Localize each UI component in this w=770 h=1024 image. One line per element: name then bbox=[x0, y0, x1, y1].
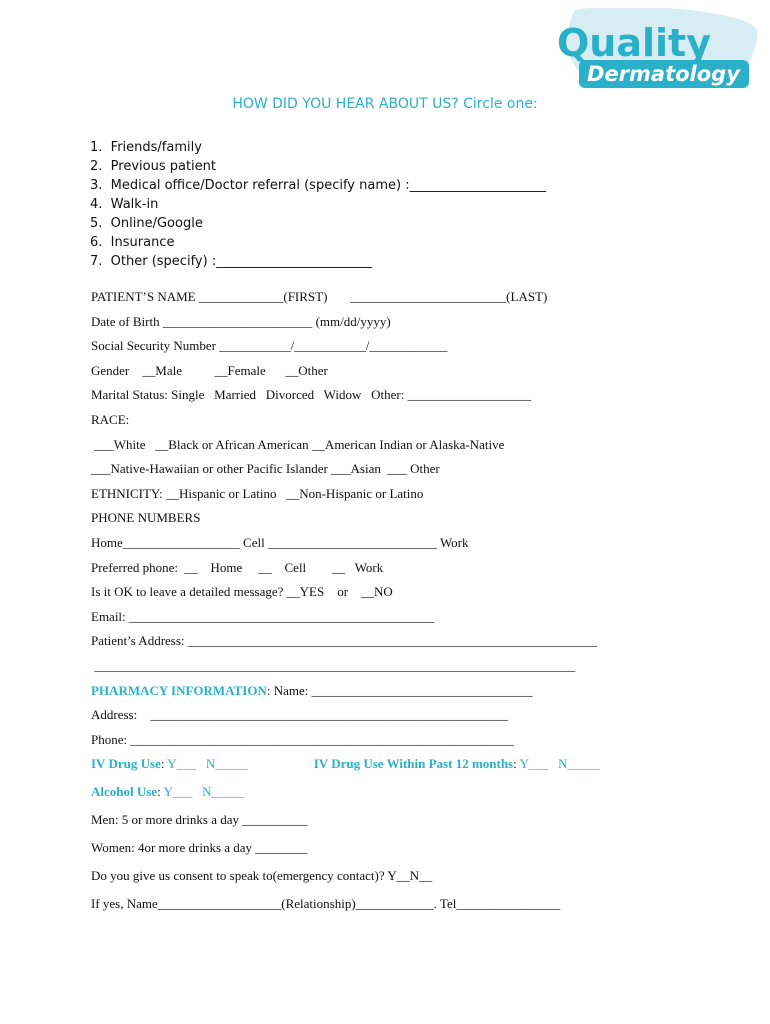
men-drinks-field[interactable]: Men: 5 or more drinks a day __________ bbox=[91, 812, 308, 828]
iv12-colon: : bbox=[513, 756, 520, 772]
race-label: RACE: bbox=[91, 411, 130, 427]
option-item[interactable]: 7. Other (specify) :________________________ bbox=[90, 254, 373, 269]
referral-heading: HOW DID YOU HEAR ABOUT US? Circle one: bbox=[232, 96, 538, 112]
dob-field[interactable]: Date of Birth _______________________ (mm/dd/yyyy) bbox=[91, 313, 391, 329]
alcohol-colon: : bbox=[157, 784, 164, 800]
iv-drug-label: IV Drug Use bbox=[91, 756, 161, 772]
patient-name-field[interactable]: PATIENT’S NAME _____________(FIRST) ________________________(LAST) bbox=[91, 289, 548, 304]
alcohol-yes-option[interactable]: Y___ bbox=[163, 784, 193, 800]
option-item[interactable]: 6. Insurance bbox=[90, 235, 175, 250]
iv-colon: : bbox=[160, 756, 168, 772]
option-item[interactable]: 4. Walk-in bbox=[90, 197, 159, 212]
iv12-no-option[interactable]: N_____ bbox=[548, 756, 601, 772]
race-options-1[interactable]: ___White __Black or African American __American Indian or Alaska-Native bbox=[91, 436, 505, 452]
address-field-line1[interactable]: Patient’s Address: _______________________________________________________________ bbox=[91, 633, 598, 649]
iv-yes-option[interactable]: Y___ bbox=[167, 756, 197, 772]
pharmacy-name-field[interactable] bbox=[91, 681, 751, 706]
marital-status-field[interactable]: Marital Status: Single Married Divorced Widow Other: ___________________ bbox=[91, 387, 532, 403]
alcohol-label: Alcohol Use bbox=[91, 784, 158, 800]
phone-numbers-field[interactable]: Home__________________ Cell __________________________ Work bbox=[91, 534, 469, 550]
consent-field[interactable]: Do you give us consent to speak to(emergency contact)? Y__N__ bbox=[91, 868, 433, 884]
iv-12-months-label: IV Drug Use Within Past 12 months bbox=[313, 756, 514, 772]
quality-dermatology-logo bbox=[545, 8, 760, 98]
pharmacy-label: PHARMACY INFORMATION bbox=[91, 682, 267, 698]
logo-word-dermatology: Dermatology bbox=[587, 62, 740, 86]
option-item[interactable]: 5. Online/Google bbox=[90, 216, 203, 231]
ethnicity-field[interactable]: ETHNICITY: __Hispanic or Latino __Non-Hispanic or Latino bbox=[91, 485, 424, 501]
women-drinks-field[interactable]: Women: 4or more drinks a day ________ bbox=[91, 840, 308, 856]
phone-numbers-label: PHONE NUMBERS bbox=[91, 510, 201, 526]
gender-field[interactable]: Gender __Male __Female __Other bbox=[91, 362, 328, 378]
iv-drug-row bbox=[91, 754, 751, 782]
race-options-2[interactable]: ___Native-Hawaiian or other Pacific Islander ___Asian ___ Other bbox=[91, 461, 440, 477]
option-item[interactable]: 3. Medical office/Doctor referral (specify name) :_____________________ bbox=[90, 178, 547, 193]
alcohol-no-option[interactable]: N_____ bbox=[192, 784, 245, 800]
iv12-yes-option[interactable]: Y___ bbox=[519, 756, 549, 772]
preferred-phone-field[interactable]: Preferred phone: __ Home __ Cell __ Work bbox=[91, 559, 384, 575]
pharmacy-name-blank[interactable]: : Name: __________________________________ bbox=[266, 682, 533, 698]
leave-message-field[interactable]: Is it OK to leave a detailed message? __YES or __NO bbox=[91, 584, 393, 600]
pharmacy-phone-field[interactable]: Phone: ___________________________________________________________ bbox=[91, 731, 514, 747]
pharmacy-address-field[interactable]: Address: _______________________________________________________ bbox=[91, 707, 508, 723]
email-field[interactable]: Email: _______________________________________________ bbox=[91, 608, 435, 624]
patient-form bbox=[91, 287, 751, 922]
iv-no-option[interactable]: N_____ bbox=[196, 756, 248, 772]
address-field-line2[interactable]: __________________________________________________________________________ bbox=[91, 657, 576, 673]
logo-word-quality: Quality bbox=[557, 21, 711, 65]
option-item[interactable]: 1. Friends/family bbox=[90, 140, 202, 155]
option-item[interactable]: 2. Previous patient bbox=[90, 159, 217, 174]
logo-graphic bbox=[545, 8, 760, 98]
ssn-field[interactable]: Social Security Number ___________/___________/____________ bbox=[91, 338, 448, 354]
referral-options-list bbox=[90, 138, 546, 271]
emergency-contact-field[interactable]: If yes, Name___________________(Relationship)____________. Tel________________ bbox=[91, 896, 561, 912]
alcohol-row bbox=[91, 782, 751, 810]
